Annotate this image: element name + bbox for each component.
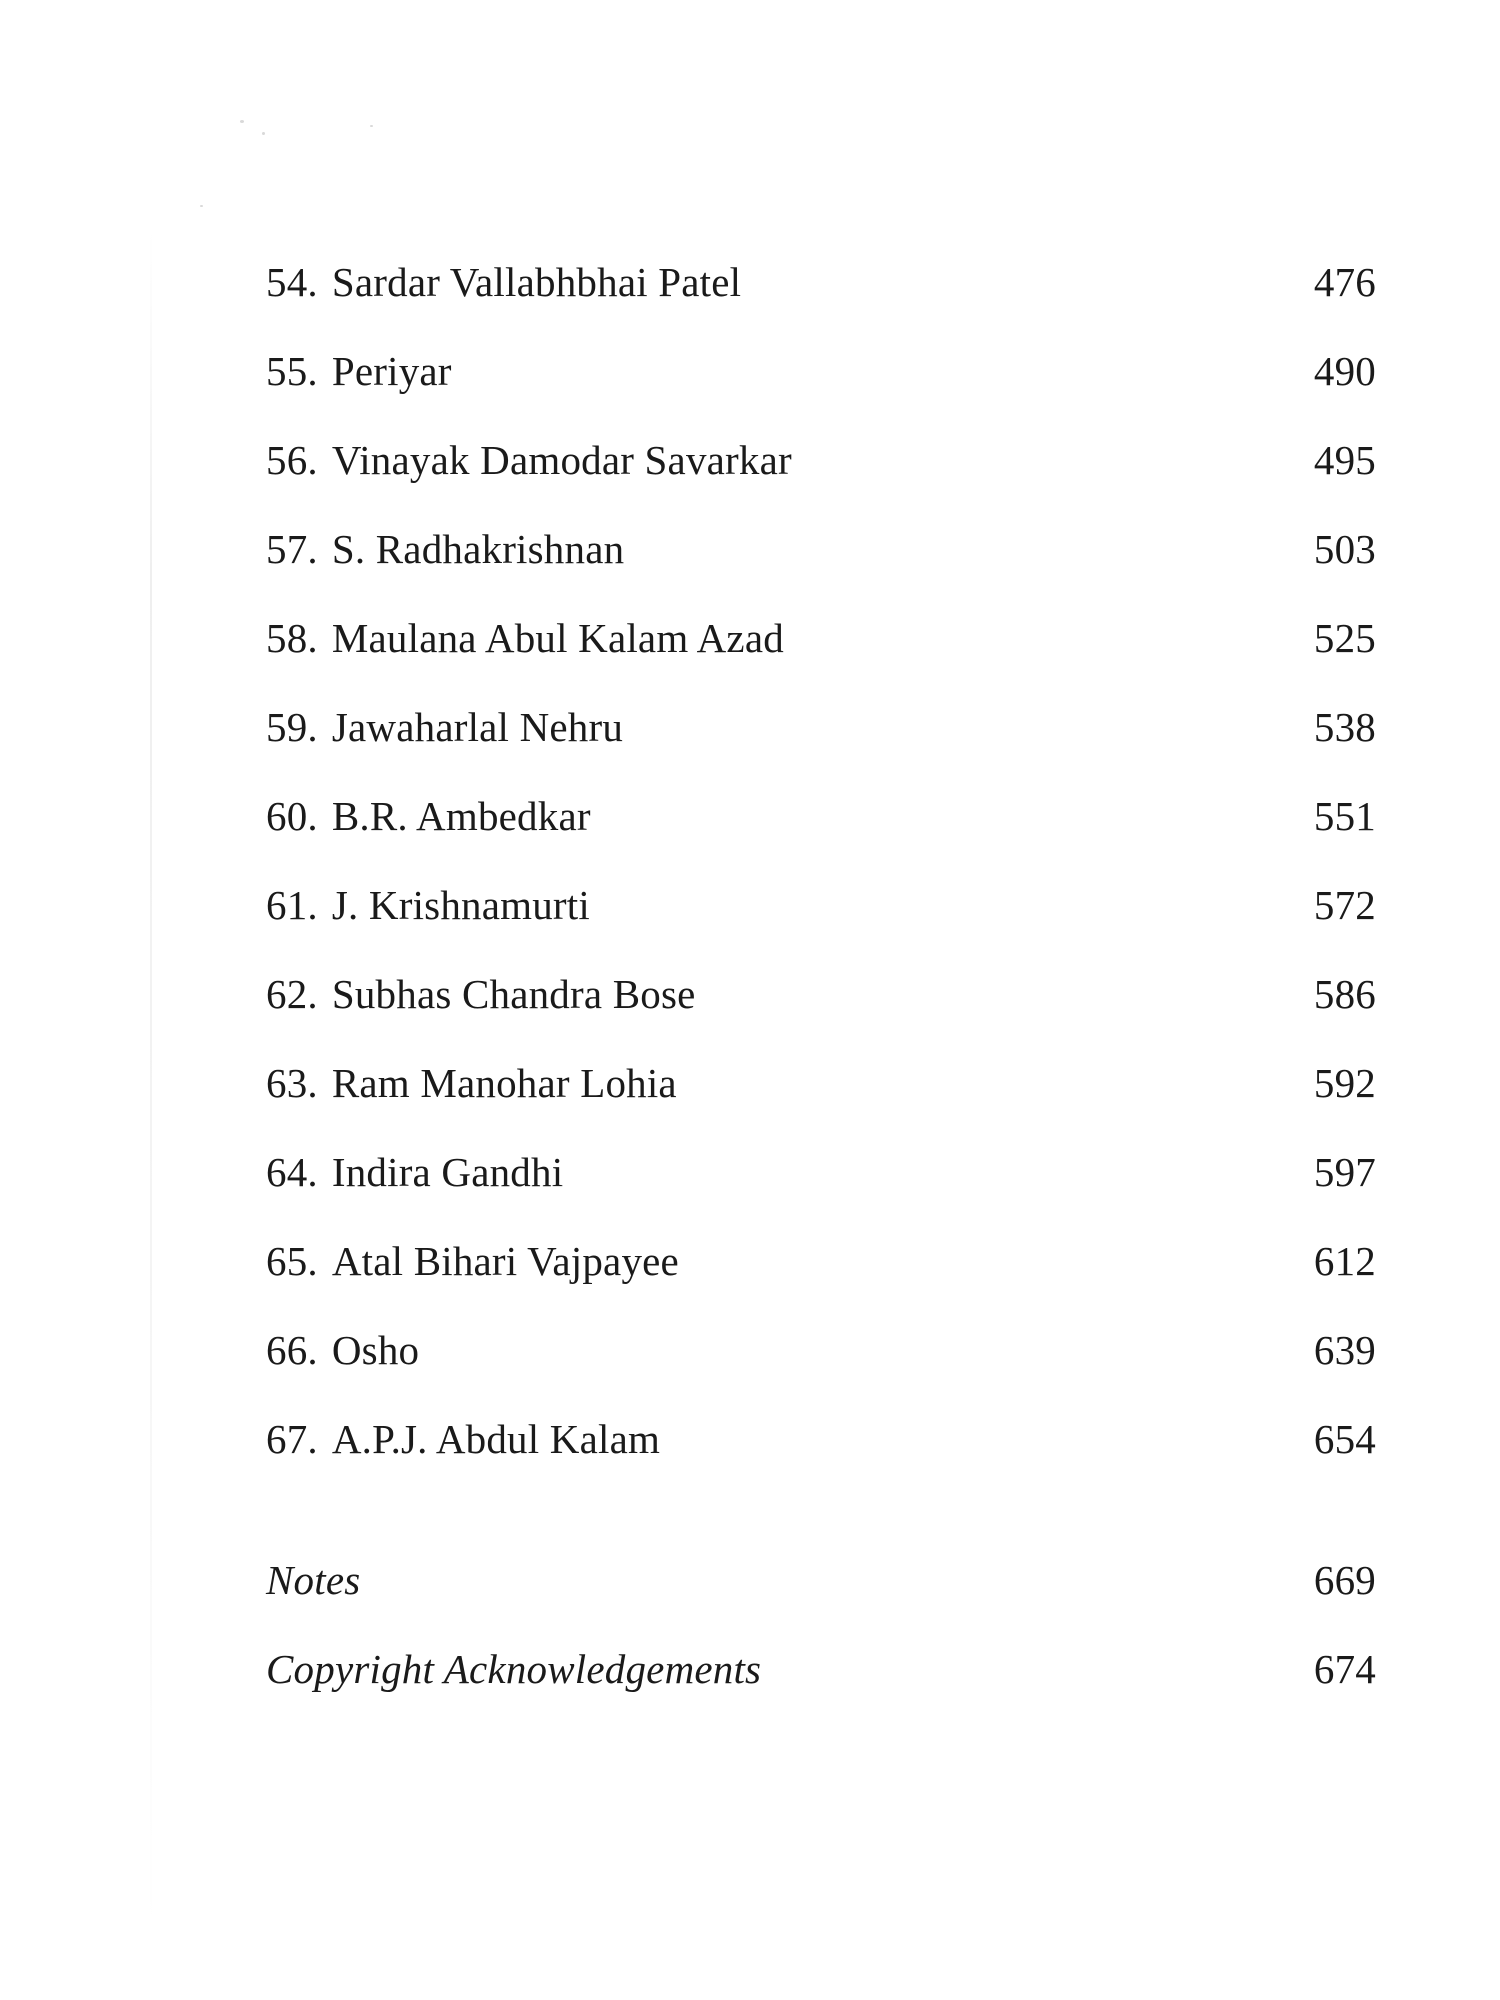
toc-entry[interactable]	[266, 436, 1376, 525]
toc-entry[interactable]	[266, 1148, 1376, 1237]
page-number: 476	[1313, 259, 1376, 305]
chapter-number: 67.	[266, 1416, 318, 1462]
chapter-number: 63.	[266, 1060, 318, 1106]
toc-entry[interactable]	[266, 258, 1376, 347]
page-number: 551	[1313, 793, 1376, 839]
toc-entry[interactable]	[266, 881, 1376, 970]
page-number: 612	[1313, 1238, 1376, 1284]
page-number: 639	[1313, 1327, 1376, 1373]
toc-entry[interactable]	[266, 1415, 1376, 1504]
page-number: 538	[1313, 704, 1376, 750]
page-number: 503	[1313, 526, 1376, 572]
chapter-title: A.P.J. Abdul Kalam	[331, 1416, 661, 1462]
chapter-title: Periyar	[331, 348, 452, 394]
page-number: 495	[1313, 437, 1376, 483]
chapter-title: Jawaharlal Nehru	[331, 704, 624, 750]
chapter-title: Ram Manohar Lohia	[331, 1060, 677, 1106]
chapter-title: B.R. Ambedkar	[331, 793, 591, 839]
chapter-number: 65.	[266, 1238, 318, 1284]
page-number: 490	[1313, 348, 1376, 394]
chapter-title: Subhas Chandra Bose	[331, 971, 696, 1017]
chapter-title: J. Krishnamurti	[331, 882, 590, 928]
page-number: 654	[1313, 1416, 1376, 1462]
chapter-title: Indira Gandhi	[331, 1149, 564, 1195]
scan-speck	[370, 125, 373, 127]
chapter-number: 64.	[266, 1149, 318, 1195]
chapter-number: 66.	[266, 1327, 318, 1373]
chapter-number: 59.	[266, 704, 318, 750]
chapter-number: 58.	[266, 615, 318, 661]
back-matter-title: Notes	[266, 1557, 361, 1603]
page-number: 586	[1313, 971, 1376, 1017]
chapter-title: Vinayak Damodar Savarkar	[331, 437, 792, 483]
chapter-number: 54.	[266, 259, 318, 305]
chapter-number: 57.	[266, 526, 318, 572]
page-number: 572	[1313, 882, 1376, 928]
toc-entry[interactable]	[266, 703, 1376, 792]
section-spacer	[266, 1504, 1376, 1556]
toc-entry[interactable]	[266, 970, 1376, 1059]
chapter-number: 55.	[266, 348, 318, 394]
scan-speck	[200, 205, 203, 207]
table-of-contents	[266, 258, 1376, 1734]
scan-speck	[262, 132, 265, 135]
chapter-title: Osho	[331, 1327, 420, 1373]
page-number: 669	[1313, 1557, 1376, 1603]
page-number: 592	[1313, 1060, 1376, 1106]
chapter-number: 62.	[266, 971, 318, 1017]
toc-entry[interactable]	[266, 1059, 1376, 1148]
chapter-title: Sardar Vallabhbhai Patel	[331, 259, 742, 305]
page-number: 525	[1313, 615, 1376, 661]
chapter-number: 61.	[266, 882, 318, 928]
toc-entry[interactable]	[266, 614, 1376, 703]
toc-entry-notes[interactable]	[266, 1556, 1376, 1645]
chapter-title: Maulana Abul Kalam Azad	[331, 615, 784, 661]
toc-entry[interactable]	[266, 525, 1376, 614]
chapter-title: S. Radhakrishnan	[331, 526, 625, 572]
toc-entry-copyright-acknowledgements[interactable]	[266, 1645, 1376, 1734]
chapter-title: Atal Bihari Vajpayee	[331, 1238, 679, 1284]
page-number: 674	[1313, 1646, 1376, 1692]
scan-speck	[240, 120, 244, 123]
toc-entry[interactable]	[266, 347, 1376, 436]
toc-entry[interactable]	[266, 1326, 1376, 1415]
page-edge-shadow	[150, 230, 152, 1930]
toc-entry[interactable]	[266, 792, 1376, 881]
back-matter-title: Copyright Acknowledgements	[266, 1646, 762, 1692]
chapter-number: 56.	[266, 437, 318, 483]
chapter-number: 60.	[266, 793, 318, 839]
page-number: 597	[1313, 1149, 1376, 1195]
toc-entry[interactable]	[266, 1237, 1376, 1326]
